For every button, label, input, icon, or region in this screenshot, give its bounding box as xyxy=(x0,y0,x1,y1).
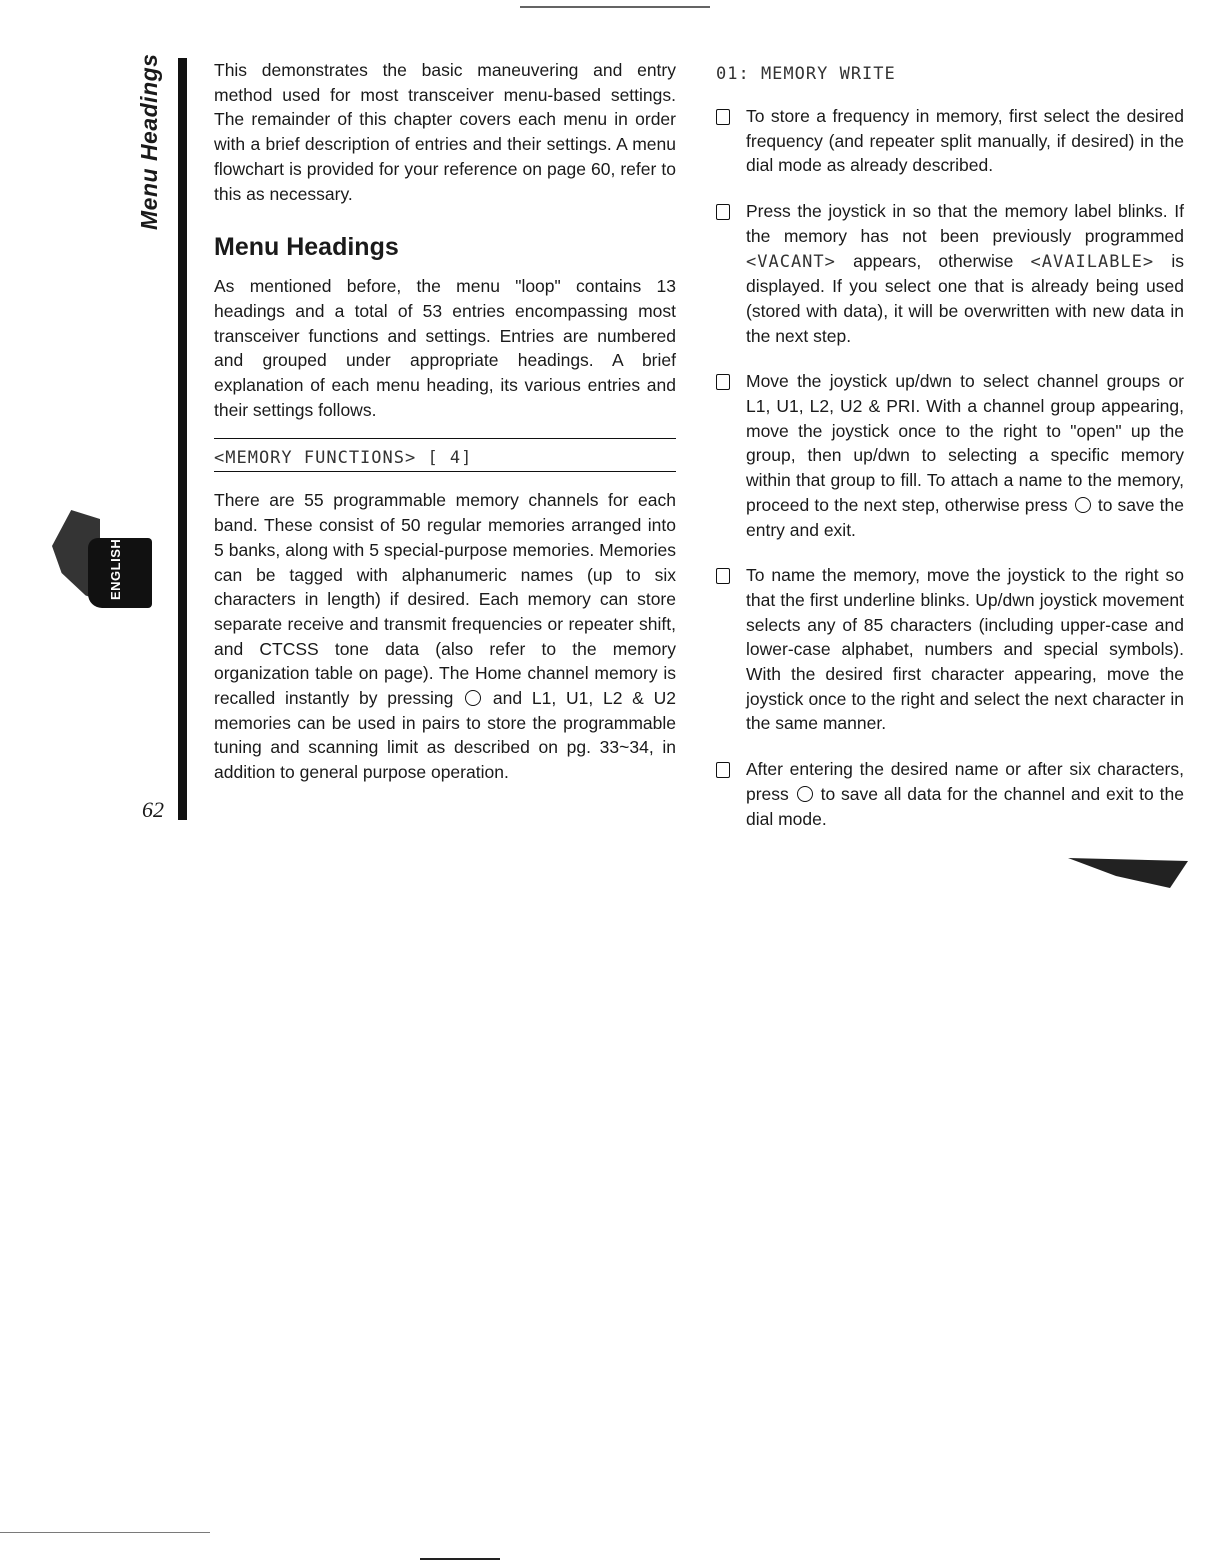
section-heading: Menu Headings xyxy=(214,233,399,262)
step-2-part-c: is displayed. If you select one that is already being used (stored with data), it will be overwritten with new data in the next step. xyxy=(746,250,1184,346)
side-rule xyxy=(178,58,187,820)
step-5-part-a: After entering the desired name or after six characters, press xyxy=(746,759,1184,804)
step-5-part-b: to save all data for the channel and exit to the dial mode. xyxy=(746,783,1184,829)
intro-paragraph: This demonstrates the basic maneuvering and entry method used for most transceiver menu-based settings. The remainder of this chapter covers each menu in order with a brief description of entries and their settings. A menu flowchart is provided for your reference on page 60, refer to this as necessary. xyxy=(214,60,676,204)
scan-artifact xyxy=(0,1532,210,1533)
memory-functions-title: <MEMORY FUNCTIONS> [ 4] xyxy=(214,448,473,469)
menu-paragraph: As mentioned before, the menu "loop" contains 13 headings and a total of 53 entries encompassing most transceiver functions and settings. Entries are numbered and grouped under appropriate headings. A brief explanation of each menu heading, its various entries and their settings follows. xyxy=(214,276,676,420)
step-3-text xyxy=(746,369,1184,542)
home-key-icon xyxy=(465,690,481,706)
step-3-part-b: to save the entry and exit. xyxy=(746,494,1184,540)
right-column xyxy=(716,64,1184,852)
step-1 xyxy=(716,104,1184,178)
step-3 xyxy=(716,369,1184,542)
language-tab-label: ENGLISH xyxy=(108,538,123,600)
memory-functions-header xyxy=(214,438,676,472)
scan-artifact xyxy=(1068,858,1188,888)
vacant-label: <VACANT> xyxy=(746,251,836,272)
checkbox-bullet-icon xyxy=(716,374,730,390)
side-heading: Menu Headings xyxy=(136,53,162,230)
step-2 xyxy=(716,199,1184,348)
step-4-text: To name the memory, move the joystick to the right so that the first underline blinks. Up/dwn joystick movement selects any of 85 characters (including upper-case and lower-case alphabet, numbers and special symbols). With the desired first character appearing, move the joystick once to the right and select the next character in the same manner. xyxy=(746,565,1184,734)
checkbox-bullet-icon xyxy=(716,109,730,125)
memory-paragraph-part2: and L1, U1, L2 & U2 memories can be used in pairs to store the programmable tuning and scanning limit as described on pg. 33~34, in addition to general purpose operation. xyxy=(214,688,676,783)
memory-paragraph xyxy=(214,488,676,784)
step-4 xyxy=(716,563,1184,736)
memory-write-heading: 01: MEMORY WRITE xyxy=(716,64,896,84)
step-2-part-b: appears, otherwise xyxy=(853,250,1014,271)
step-1-text: To store a frequency in memory, first select the desired frequency (and repeater split manually, if desired) in the dial mode as already described. xyxy=(746,106,1184,176)
menu-key-icon xyxy=(797,786,813,802)
step-5-text xyxy=(746,757,1184,831)
step-3-part-a: Move the joystick up/dwn to select channel groups or L1, U1, L2, U2 & PRI. With a channel group appearing, move the joystick once to the right to "open" up the group, then up/dwn to selecting a specific memory within that group to fill. To attach a name to the memory, proceed to the next step, otherwise press xyxy=(746,371,1184,515)
checkbox-bullet-icon xyxy=(716,568,730,584)
checkbox-bullet-icon xyxy=(716,204,730,220)
step-2-part-a: Press the joystick in so that the memory label blinks. If the memory has not been previously programmed xyxy=(746,201,1184,246)
page-number: 62 xyxy=(142,797,164,822)
scan-artifact xyxy=(520,6,710,8)
available-label: <AVAILABLE> xyxy=(1030,251,1155,272)
left-column xyxy=(214,58,676,785)
step-2-text xyxy=(746,199,1184,348)
memory-paragraph-part1: There are 55 programmable memory channels for each band. These consist of 50 regular memories arranged into 5 banks, along with 5 special-purpose memories. Memories can be tagged with alphanumeric names (up to six characters in length) if desired. Each memory can store separate receive and transmit frequencies or repeater shift, and CTCSS tone data (also refer to the memory organization table on page). The Home channel memory is recalled instantly by pressing xyxy=(214,490,676,709)
checkbox-bullet-icon xyxy=(716,762,730,778)
menu-key-icon xyxy=(1075,497,1091,513)
scan-artifact xyxy=(420,1558,500,1560)
step-5 xyxy=(716,757,1184,831)
